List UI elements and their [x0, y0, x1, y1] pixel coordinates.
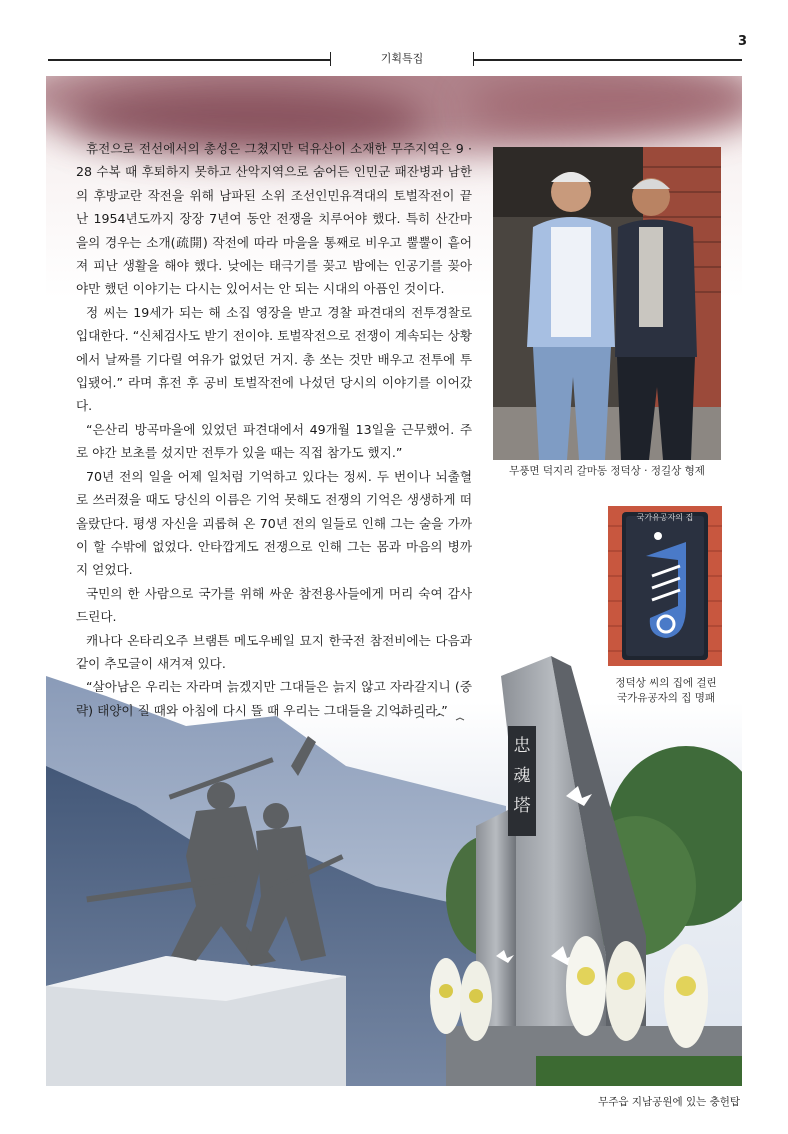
header-rule-right [474, 59, 742, 61]
section-title: 기획특집 [380, 52, 424, 65]
tower-char-3: 塔 [513, 796, 531, 816]
tower-char-2: 魂 [513, 766, 531, 786]
paragraph: “은산리 방곡마을에 있었던 파견대에서 49개월 13일을 근무했어. 주로 야간 보초를 섰지만 전투가 있을 때는 직접 참가도 했지.” [76, 421, 472, 461]
paragraph: “살아남은 우리는 자라며 늙겠지만 그대들은 늙지 않고 자라갈지니 (중략) 태양이 질 때와 아침에 다시 뜰 때 우리는 그대들을 기억하리라.” [76, 679, 472, 718]
paragraph: 캐나다 온타리오주 브램튼 메도우베일 묘지 한국전 참전비에는 다음과 같이 추모글이 새겨져 있다. [76, 632, 472, 671]
plaque-title: 국가유공자의 집 [636, 513, 694, 522]
brothers-photo-image [493, 147, 721, 460]
brothers-photo [493, 147, 721, 460]
plaque-caption-line1: 정덕상 씨의 집에 걸린 [615, 677, 717, 689]
hedge [536, 1056, 742, 1086]
plaque-photo-image [608, 506, 722, 666]
plaque-caption [596, 676, 736, 706]
paragraph: 휴전으로 전선에서의 총성은 그쳤지만 덕유산이 소재한 무주지역은 9 · 28 수복 때 후퇴하지 못하고 산악지역으로 숨어든 인민군 패잔병과 남한의 후방교란 작전을 위해 남파된 소위 조선인민유격대의 토벌작전이 끝난 1954년도까지 장장 7년여 동안 전쟁을 치루어야 했다. 특히 산간마을의 경우는 소개(疏開) 작전에 따라 마을을 통째로 비우고 뿔뿔이 흩어져 피난 생활을 해야 했다. 낮에는 태극기를 꽂고 밤에는 인공기를 꽂아야만 했던 이야기는 다시는 있어서는 안 되는 시대의 아픔인 것이다. [76, 141, 472, 297]
header-rule-left [48, 59, 330, 61]
tower-char-1: 忠 [513, 736, 531, 756]
article-body [76, 137, 472, 722]
paragraph: 국민의 한 사람으로 국가를 위해 싸운 참전용사들에게 머리 숙여 감사드린다. [76, 585, 472, 625]
paragraph: 정 씨는 19세가 되는 해 소집 영장을 받고 경찰 파견대의 전투경찰로 입대한다. “신체검사도 받기 전이야. 토벌작전으로 전쟁이 계속되는 상황에서 날짜를 기다릴 여유가 없었던 거지. 총 쏘는 것만 배우고 전투에 투입됐어.” 라며 휴전 후 공비 토벌작전에 나섰던 당시의 이야기를 이어갔다. [76, 304, 472, 414]
plaque-caption-line2: 국가유공자의 집 명패 [617, 692, 715, 704]
memorial-caption: 무주읍 지남공원에 있는 충헌탑 [598, 1096, 740, 1108]
plaque-photo [608, 506, 722, 666]
brothers-photo-caption: 무풍면 덕지리 갈마동 정덕상 · 정길상 형제 [509, 465, 705, 477]
paragraph: 70년 전의 일을 어제 일처럼 기억하고 있다는 정씨. 두 번이나 뇌출혈로 쓰러졌을 때도 당신의 이름은 기억 못해도 전쟁의 기억은 생생하게 떠올랐단다. 평생 자신을 괴롭혀 온 70년 전의 일들로 인해 그는 술을 가까이 할 수밖에 없었다. 안타깝게도 전쟁으로 인해 그는 몸과 마음의 병까지 얻었다. [76, 468, 472, 578]
page-number: 3 [737, 34, 747, 49]
